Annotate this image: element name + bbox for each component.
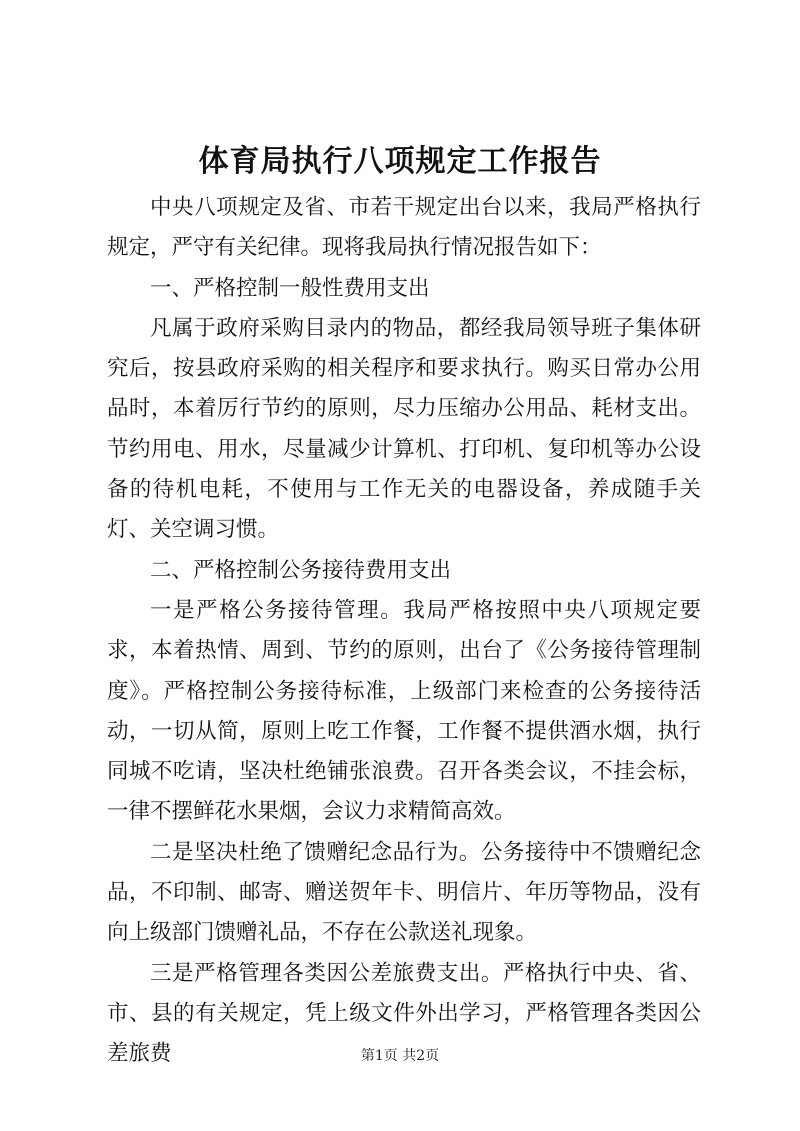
page-footer: 第1页 共2页 — [360, 1048, 440, 1064]
document-title: 体育局执行八项规定工作报告 — [198, 144, 602, 179]
paragraph-travel: 三是严格管理各类因公差旅费支出。严格执行中央、省、市、县的有关规定，凭上级文件外出学习，严格管理各类因公差旅费 — [107, 960, 701, 1067]
section-heading-1: 一、严格控制一般性费用支出 — [150, 275, 430, 301]
paragraph-procurement: 凡属于政府采购目录内的物品，都经我局领导班子集体研究后，按县政府采购的相关程序和要求执行。购买日常办公用品时，本着厉行节约的原则，尽力压缩办公用品、耗材支出。节约用电、用水，尽量减少计算机、打印机、复印机等办公设备的待机电耗，不使用与工作无关的电器设备，养成随手关灯、关空调习惯。 — [107, 315, 701, 543]
section-heading-2: 二、严格控制公务接待费用支出 — [150, 557, 452, 583]
paragraph-gifts: 二是坚决杜绝了馈赠纪念品行为。公务接待中不馈赠纪念品，不印制、邮寄、赠送贺年卡、明信片、年历等物品，没有向上级部门馈赠礼品，不存在公款送礼现象。 — [107, 839, 701, 946]
document-body — [107, 188, 701, 1075]
paragraph-intro: 中央八项规定及省、市若干规定出台以来，我局严格执行规定，严守有关纪律。现将我局执行情况报告如下： — [107, 195, 701, 261]
paragraph-reception: 一是严格公务接待管理。我局严格按照中央八项规定要求，本着热情、周到、节约的原则，出台了《公务接待管理制度》。严格控制公务接待标准，上级部门来检查的公务接待活动，一切从简，原则上吃工作餐，工作餐不提供酒水烟，执行同城不吃请，坚决杜绝铺张浪费。召开各类会议，不挂会标，一律不摆鲜花水果烟，会议力求精简高效。 — [107, 597, 701, 825]
